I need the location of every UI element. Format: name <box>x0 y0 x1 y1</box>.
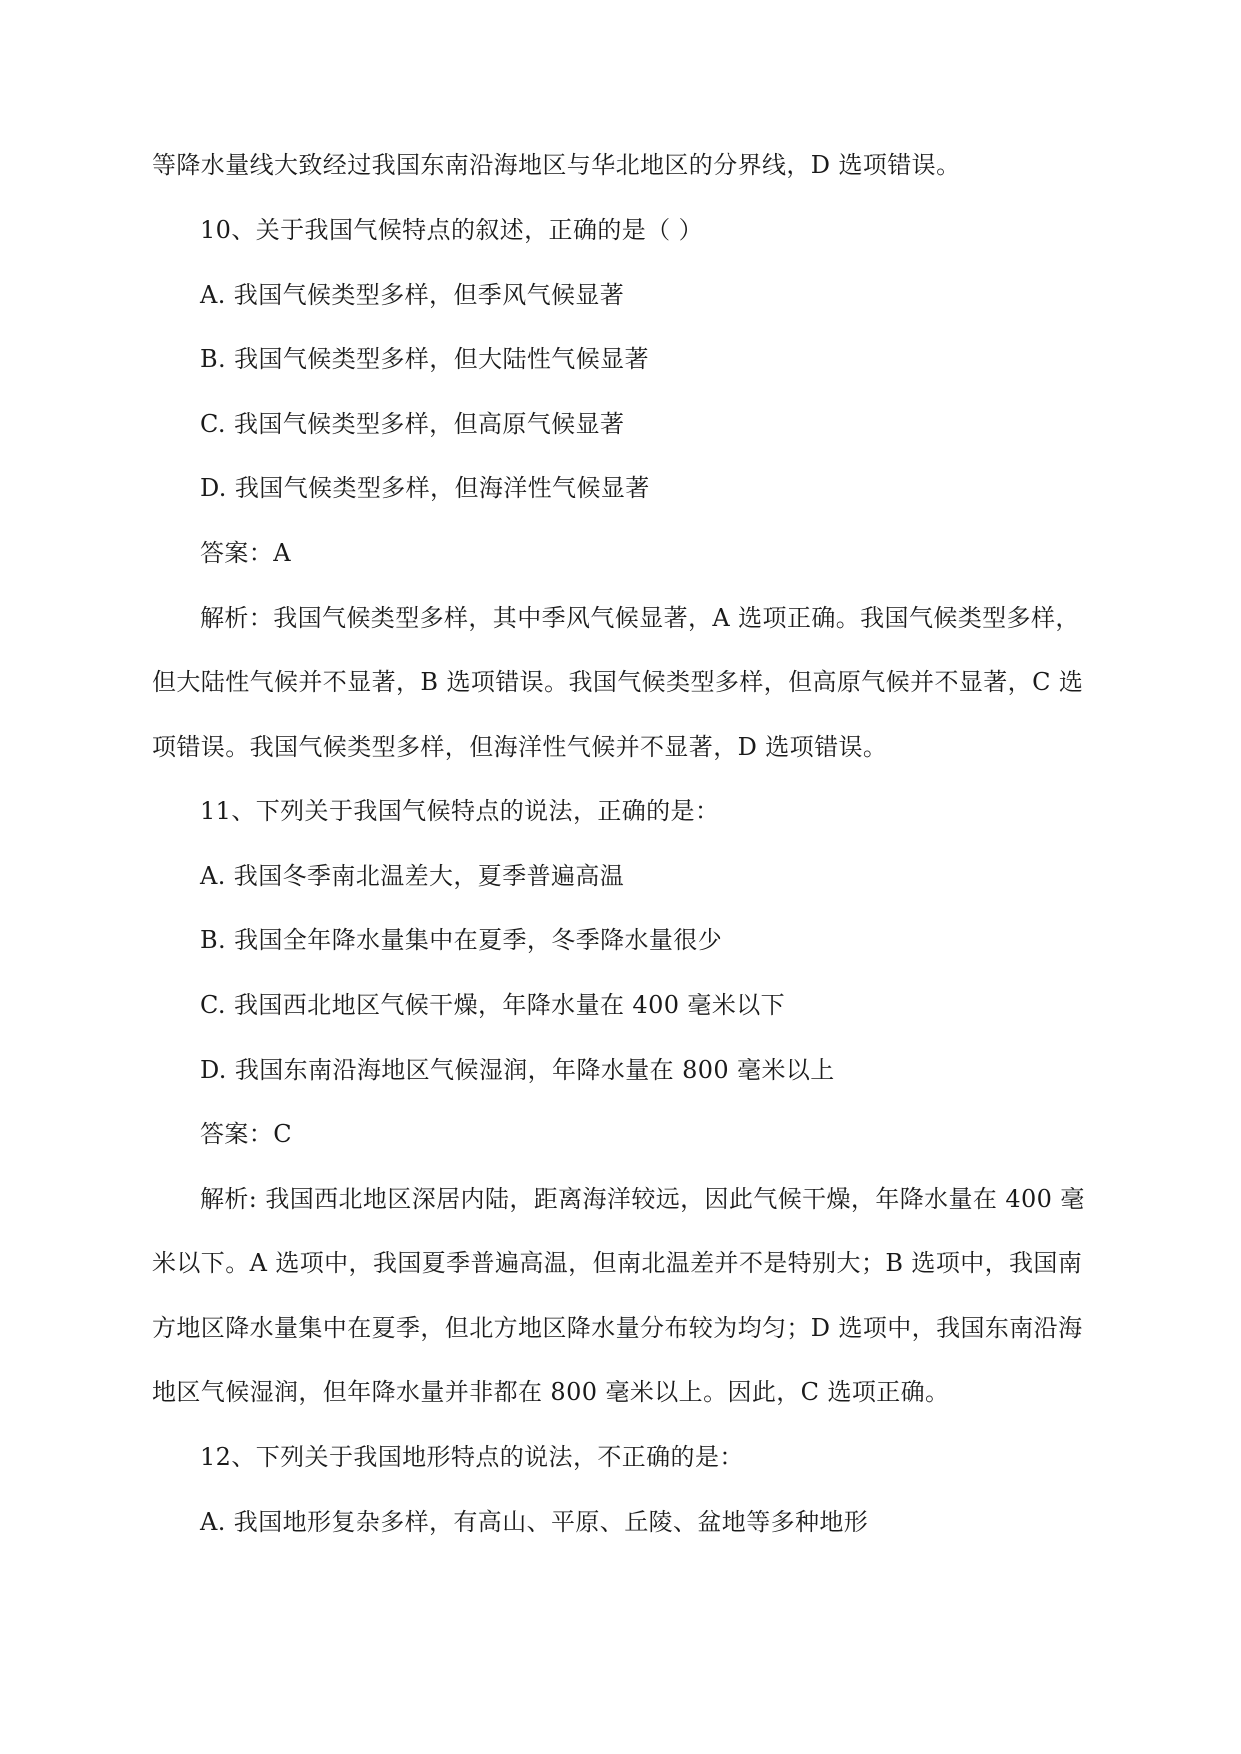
text-line-continuation: 等降水量线大致经过我国东南沿海地区与华北地区的分界线，D 选项错误。 <box>152 151 961 179</box>
question-10-option-c: C. 我国气候类型多样，但高原气候显著 <box>200 410 625 438</box>
question-11: 11、下列关于我国气候特点的说法，正确的是： <box>200 797 720 825</box>
question-11-option-d: D. 我国东南沿海地区气候湿润，年降水量在 800 毫米以上 <box>200 1056 835 1084</box>
question-11-explanation-line-3: 方地区降水量集中在夏季，但北方地区降水量分布较为均匀；D 选项中，我国东南沿海 <box>152 1314 1083 1342</box>
question-10-option-d: D. 我国气候类型多样，但海洋性气候显著 <box>200 474 650 502</box>
question-10-explanation-line-2: 但大陆性气候并不显著，B 选项错误。我国气候类型多样，但高原气候并不显著，C 选 <box>152 668 1084 696</box>
question-12: 12、下列关于我国地形特点的说法，不正确的是： <box>200 1443 744 1471</box>
question-11-answer: 答案：C <box>200 1120 292 1148</box>
question-10-explanation-line-1: 解析：我国气候类型多样，其中季风气候显著，A 选项正确。我国气候类型多样， <box>200 604 1080 632</box>
question-11-option-a: A. 我国冬季南北温差大，夏季普遍高温 <box>200 862 625 890</box>
question-10-answer: 答案：A <box>200 539 291 567</box>
question-11-explanation-line-4: 地区气候湿润，但年降水量并非都在 800 毫米以上。因此，C 选项正确。 <box>152 1378 950 1406</box>
question-11-explanation-line-1: 解析: 我国西北地区深居内陆，距离海洋较远，因此气候干燥，年降水量在 400 毫 <box>200 1185 1085 1213</box>
question-10-option-b: B. 我国气候类型多样，但大陆性气候显著 <box>200 345 649 373</box>
question-11-option-c: C. 我国西北地区气候干燥，年降水量在 400 毫米以下 <box>200 991 786 1019</box>
question-10: 10、关于我国气候特点的叙述，正确的是（ ） <box>200 216 703 244</box>
question-11-option-b: B. 我国全年降水量集中在夏季，冬季降水量很少 <box>200 926 723 954</box>
question-11-explanation-line-2: 米以下。A 选项中，我国夏季普遍高温，但南北温差并不是特别大；B 选项中，我国南 <box>152 1249 1083 1277</box>
question-10-option-a: A. 我国气候类型多样，但季风气候显著 <box>200 281 625 309</box>
question-10-explanation-line-3: 项错误。我国气候类型多样，但海洋性气候并不显著，D 选项错误。 <box>152 733 888 761</box>
question-12-option-a: A. 我国地形复杂多样，有高山、平原、丘陵、盆地等多种地形 <box>200 1508 869 1536</box>
